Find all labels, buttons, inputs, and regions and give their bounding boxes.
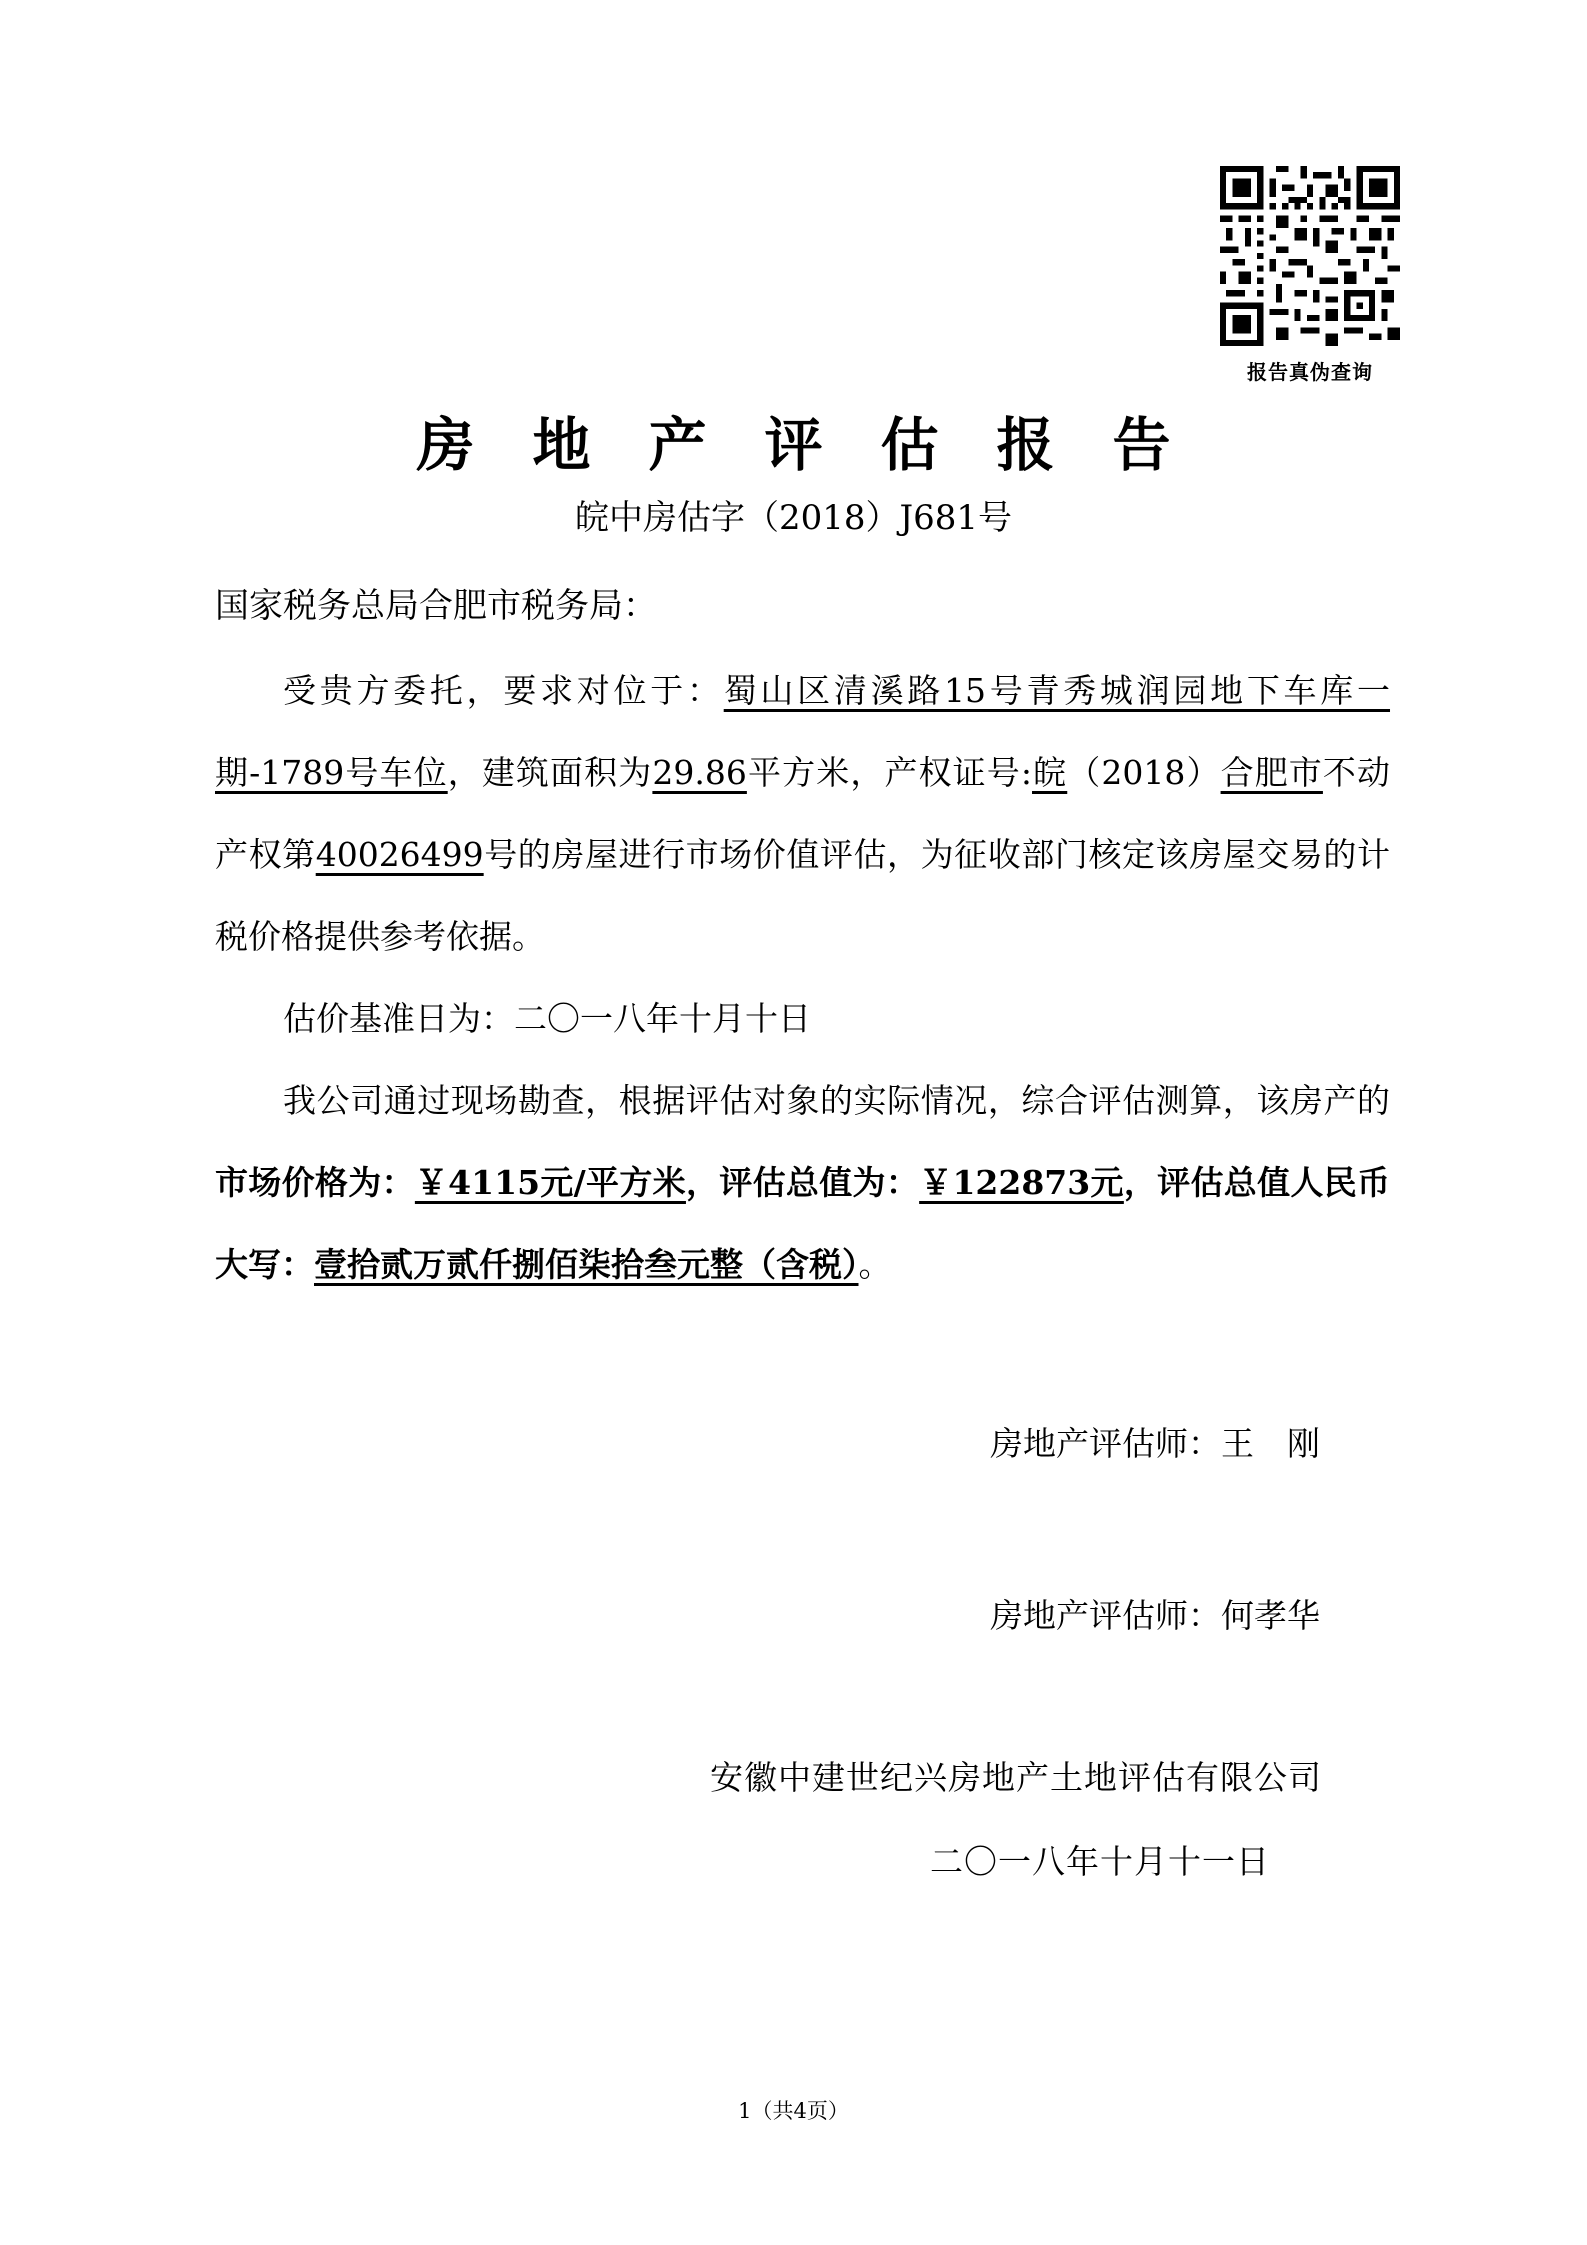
page-number: 1（共4页） <box>738 2099 849 2123</box>
report-title: 房地产评估报告 <box>416 411 1229 479</box>
appraiser-2 <box>990 1590 1320 1637</box>
paragraph-valuation-date <box>215 978 1390 1060</box>
p1-text-2: ，建筑面积为 <box>447 753 653 792</box>
appraiser-1 <box>990 1418 1320 1465</box>
unit-price: ￥4115元/平方米 <box>414 1163 686 1202</box>
building-area: 29.86 <box>652 753 747 792</box>
amount-in-words: 壹拾贰万贰仟捌佰柒拾叁元整（含税） <box>314 1245 859 1284</box>
document-number: 皖中房估字（2018）J681号 <box>574 498 1013 538</box>
valuation-date-label: 估价基准日为： <box>283 999 514 1038</box>
property-location: 蜀山区清溪路15号青秀城润园地下车库一期-1789号车位 <box>215 671 1391 792</box>
appraiser-1-label: 房地产评估师： <box>990 1424 1221 1463</box>
cert-city: 合肥市 <box>1220 753 1323 792</box>
p3-end: 。 <box>858 1245 892 1284</box>
p1-text-1: 受贵方委托，要求对位于： <box>283 671 724 710</box>
cert-prefix: 皖 <box>1032 753 1068 792</box>
qr-code-icon[interactable] <box>1220 166 1400 346</box>
p1-text-4: （2018） <box>1067 753 1221 792</box>
paragraph-result <box>215 1060 1390 1306</box>
p1-text-5: 不动产权第 <box>215 753 1391 874</box>
company-name: 安徽中建世纪兴房地产土地评估有限公司 <box>710 1758 1322 1797</box>
p3-sep2: ， <box>1123 1163 1158 1202</box>
appraiser-1-name: 王 刚 <box>1221 1424 1320 1463</box>
cert-number: 40026499 <box>315 835 484 874</box>
market-price-label: 市场价格为： <box>215 1163 415 1202</box>
total-value-label: 评估总值为： <box>719 1163 920 1202</box>
addressee: 国家税务总局合肥市税务局： <box>215 586 657 626</box>
qr-caption: 报告真伪查询 <box>1247 360 1373 384</box>
amount-words-label: 评估总值人民币大写： <box>215 1163 1391 1284</box>
total-value: ￥122873元 <box>919 1163 1124 1202</box>
p1-text-6: 号的房屋进行市场价值评估，为征收部门核定该房屋交易的计税价格提供参考依据。 <box>215 835 1390 956</box>
p1-text-3: 平方米，产权证号: <box>746 753 1033 792</box>
p3-text-1: 我公司通过现场勘查，根据评估对象的实际情况，综合评估测算，该房产的 <box>283 1081 1390 1120</box>
p3-sep: ， <box>685 1163 720 1202</box>
appraiser-2-name: 何孝华 <box>1221 1596 1320 1635</box>
issue-date: 二〇一八年十月十一日 <box>930 1842 1270 1881</box>
valuation-date: 二〇一八年十月十日 <box>514 999 811 1038</box>
qr-section <box>1220 166 1410 385</box>
appraiser-2-label: 房地产评估师： <box>990 1596 1221 1635</box>
paragraph-commission <box>215 650 1390 978</box>
